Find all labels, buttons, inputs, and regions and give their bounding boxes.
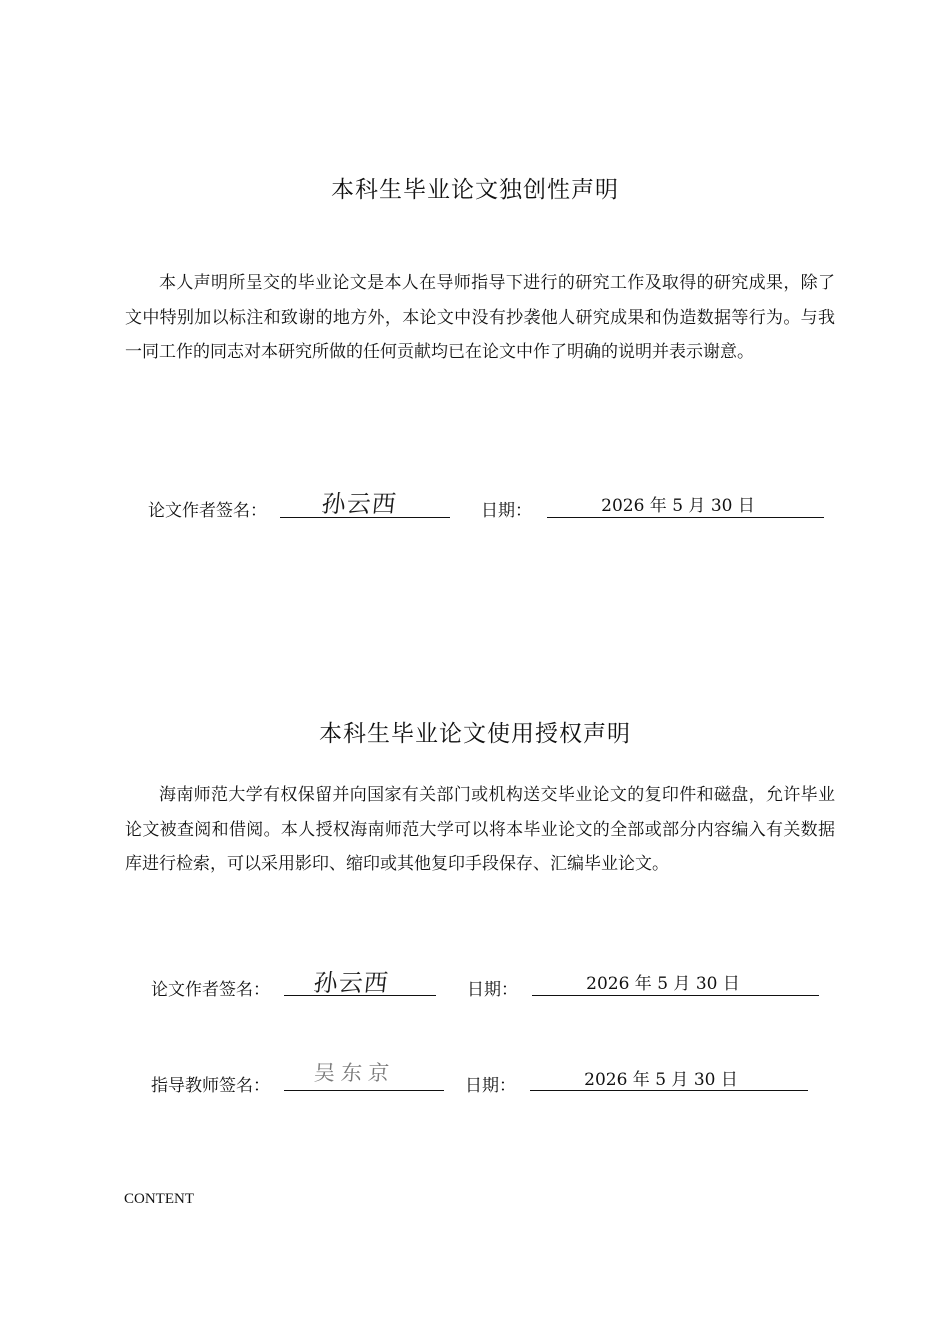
authorization-paragraph: 海南师范大学有权保留并向国家有关部门或机构送交毕业论文的复印件和磁盘，允许毕业论文被查阅和借阅。本人授权海南师范大学可以将本毕业论文的全部或部分内容编入有关数据库进行检索，可以采用影印、缩印或其他复印手段保存、汇编毕业论文。 xyxy=(125,785,835,874)
author-signature-label-1: 论文作者签名： xyxy=(148,501,267,521)
originality-title: 本科生毕业论文独创性声明 xyxy=(331,177,619,203)
authorization-title: 本科生毕业论文使用授权声明 xyxy=(319,721,631,747)
date-value-1: 2026 年 5 月 30 日 xyxy=(601,496,755,516)
author-handwritten-signature-2: 孙云西 xyxy=(312,969,391,997)
date-label-2: 日期： xyxy=(467,980,518,1000)
footer-content-label: CONTENT xyxy=(124,1191,194,1207)
advisor-signature-label: 指导教师签名： xyxy=(151,1076,270,1096)
advisor-handwritten-signature: 吴东京 xyxy=(313,1061,396,1085)
date-label-3: 日期： xyxy=(465,1076,516,1096)
date-label-1: 日期： xyxy=(481,501,532,521)
author-signature-label-2: 论文作者签名： xyxy=(151,980,270,1000)
originality-paragraph: 本人声明所呈交的毕业论文是本人在导师指导下进行的研究工作及取得的研究成果，除了文中特别加以标注和致谢的地方外，本论文中没有抄袭他人研究成果和伪造数据等行为。与我一同工作的同志对本研究所做的任何贡献均已在论文中作了明确的说明并表示谢意。 xyxy=(125,273,835,362)
date-value-3: 2026 年 5 月 30 日 xyxy=(584,1070,738,1090)
date-value-2: 2026 年 5 月 30 日 xyxy=(586,974,740,994)
author-handwritten-signature-1: 孙云西 xyxy=(320,490,399,518)
